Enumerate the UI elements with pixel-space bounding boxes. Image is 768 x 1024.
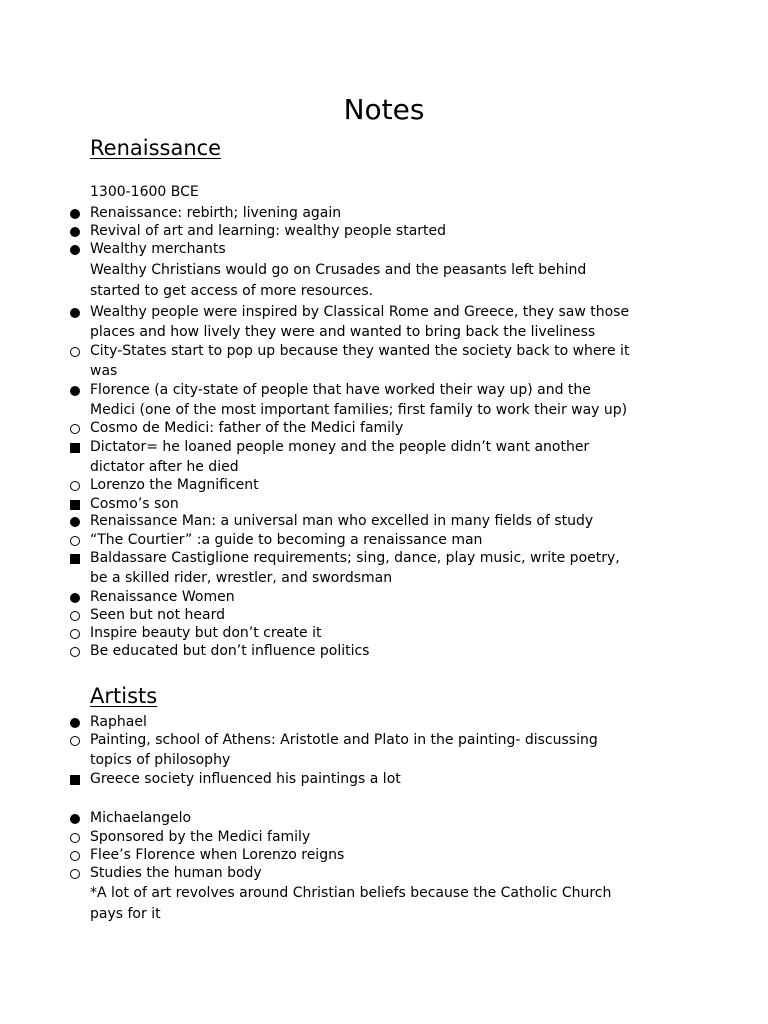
note-text: *A lot of art revolves around Christian beliefs because the Catholic Church (90, 885, 612, 901)
note-line (90, 863, 690, 884)
note-line (90, 380, 690, 401)
section-heading-artists: Artists (90, 684, 158, 708)
note-line (90, 730, 690, 751)
note-line (90, 511, 690, 532)
note-line (90, 750, 690, 771)
note-text: Wealthy people were inspired by Classical Rome and Greece, they saw those (90, 304, 630, 320)
note-text: Studies the human body (90, 865, 262, 881)
note-text: Renaissance Man: a universal man who excelled in many fields of study (90, 513, 594, 529)
note-line (90, 361, 690, 382)
note-line (90, 641, 690, 662)
note-line (90, 418, 690, 439)
note-text: Sponsored by the Medici family (90, 829, 311, 845)
note-text: Seen but not heard (90, 607, 225, 623)
note-text: Dictator= he loaned people money and the people didn’t want another (90, 439, 590, 455)
note-text: Medici (one of the most important families; first family to work their way up) (90, 402, 628, 418)
note-text: Renaissance Women (90, 589, 235, 605)
note-text: Cosmo’s son (90, 496, 179, 512)
note-text: Baldassare Castiglione requirements; sing, dance, play music, write poetry, (90, 550, 620, 566)
note-text: Revival of art and learning: wealthy people started (90, 223, 447, 239)
note-text: “The Courtier” :a guide to becoming a renaissance man (90, 532, 483, 548)
note-line (90, 260, 690, 281)
note-line (90, 281, 690, 302)
note-line (90, 302, 690, 323)
note-line (90, 322, 690, 343)
note-text: Be educated but don’t influence politics (90, 643, 370, 659)
note-text: topics of philosophy (90, 752, 231, 768)
note-line (90, 239, 690, 260)
note-line (90, 341, 690, 362)
note-line (90, 437, 690, 458)
page-title: Notes (343, 93, 425, 126)
note-line (90, 182, 690, 203)
note-text: was (90, 363, 118, 379)
note-line (90, 808, 690, 829)
note-text: Inspire beauty but don’t create it (90, 625, 322, 641)
note-text: Raphael (90, 714, 147, 730)
note-text: Greece society influenced his paintings a lot (90, 771, 401, 787)
note-text: places and how lively they were and wanted to bring back the liveliness (90, 324, 596, 340)
section-heading-renaissance: Renaissance (90, 136, 222, 160)
note-text: pays for it (90, 906, 161, 922)
note-text: Flee’s Florence when Lorenzo reigns (90, 847, 345, 863)
note-line (90, 568, 690, 589)
note-text: be a skilled rider, wrestler, and swordsman (90, 570, 393, 586)
note-text: City-States start to pop up because they wanted the society back to where it (90, 343, 630, 359)
note-text: Lorenzo the Magnificent (90, 477, 259, 493)
note-text: Wealthy merchants (90, 241, 226, 257)
note-line (90, 475, 690, 496)
note-text: Painting, school of Athens: Aristotle and Plato in the painting- discussing (90, 732, 598, 748)
note-text: dictator after he died (90, 459, 239, 475)
note-text: Michaelangelo (90, 810, 192, 826)
note-line (90, 548, 690, 569)
note-text: Wealthy Christians would go on Crusades and the peasants left behind (90, 262, 587, 278)
note-line (90, 883, 690, 904)
note-text: Cosmo de Medici: father of the Medici family (90, 420, 404, 436)
note-text: Renaissance: rebirth; livening again (90, 205, 342, 221)
note-line (90, 904, 690, 925)
note-text: 1300-1600 BCE (90, 184, 199, 200)
note-text: started to get access of more resources. (90, 283, 374, 299)
note-line (90, 769, 690, 790)
note-text: Florence (a city-state of people that have worked their way up) and the (90, 382, 591, 398)
